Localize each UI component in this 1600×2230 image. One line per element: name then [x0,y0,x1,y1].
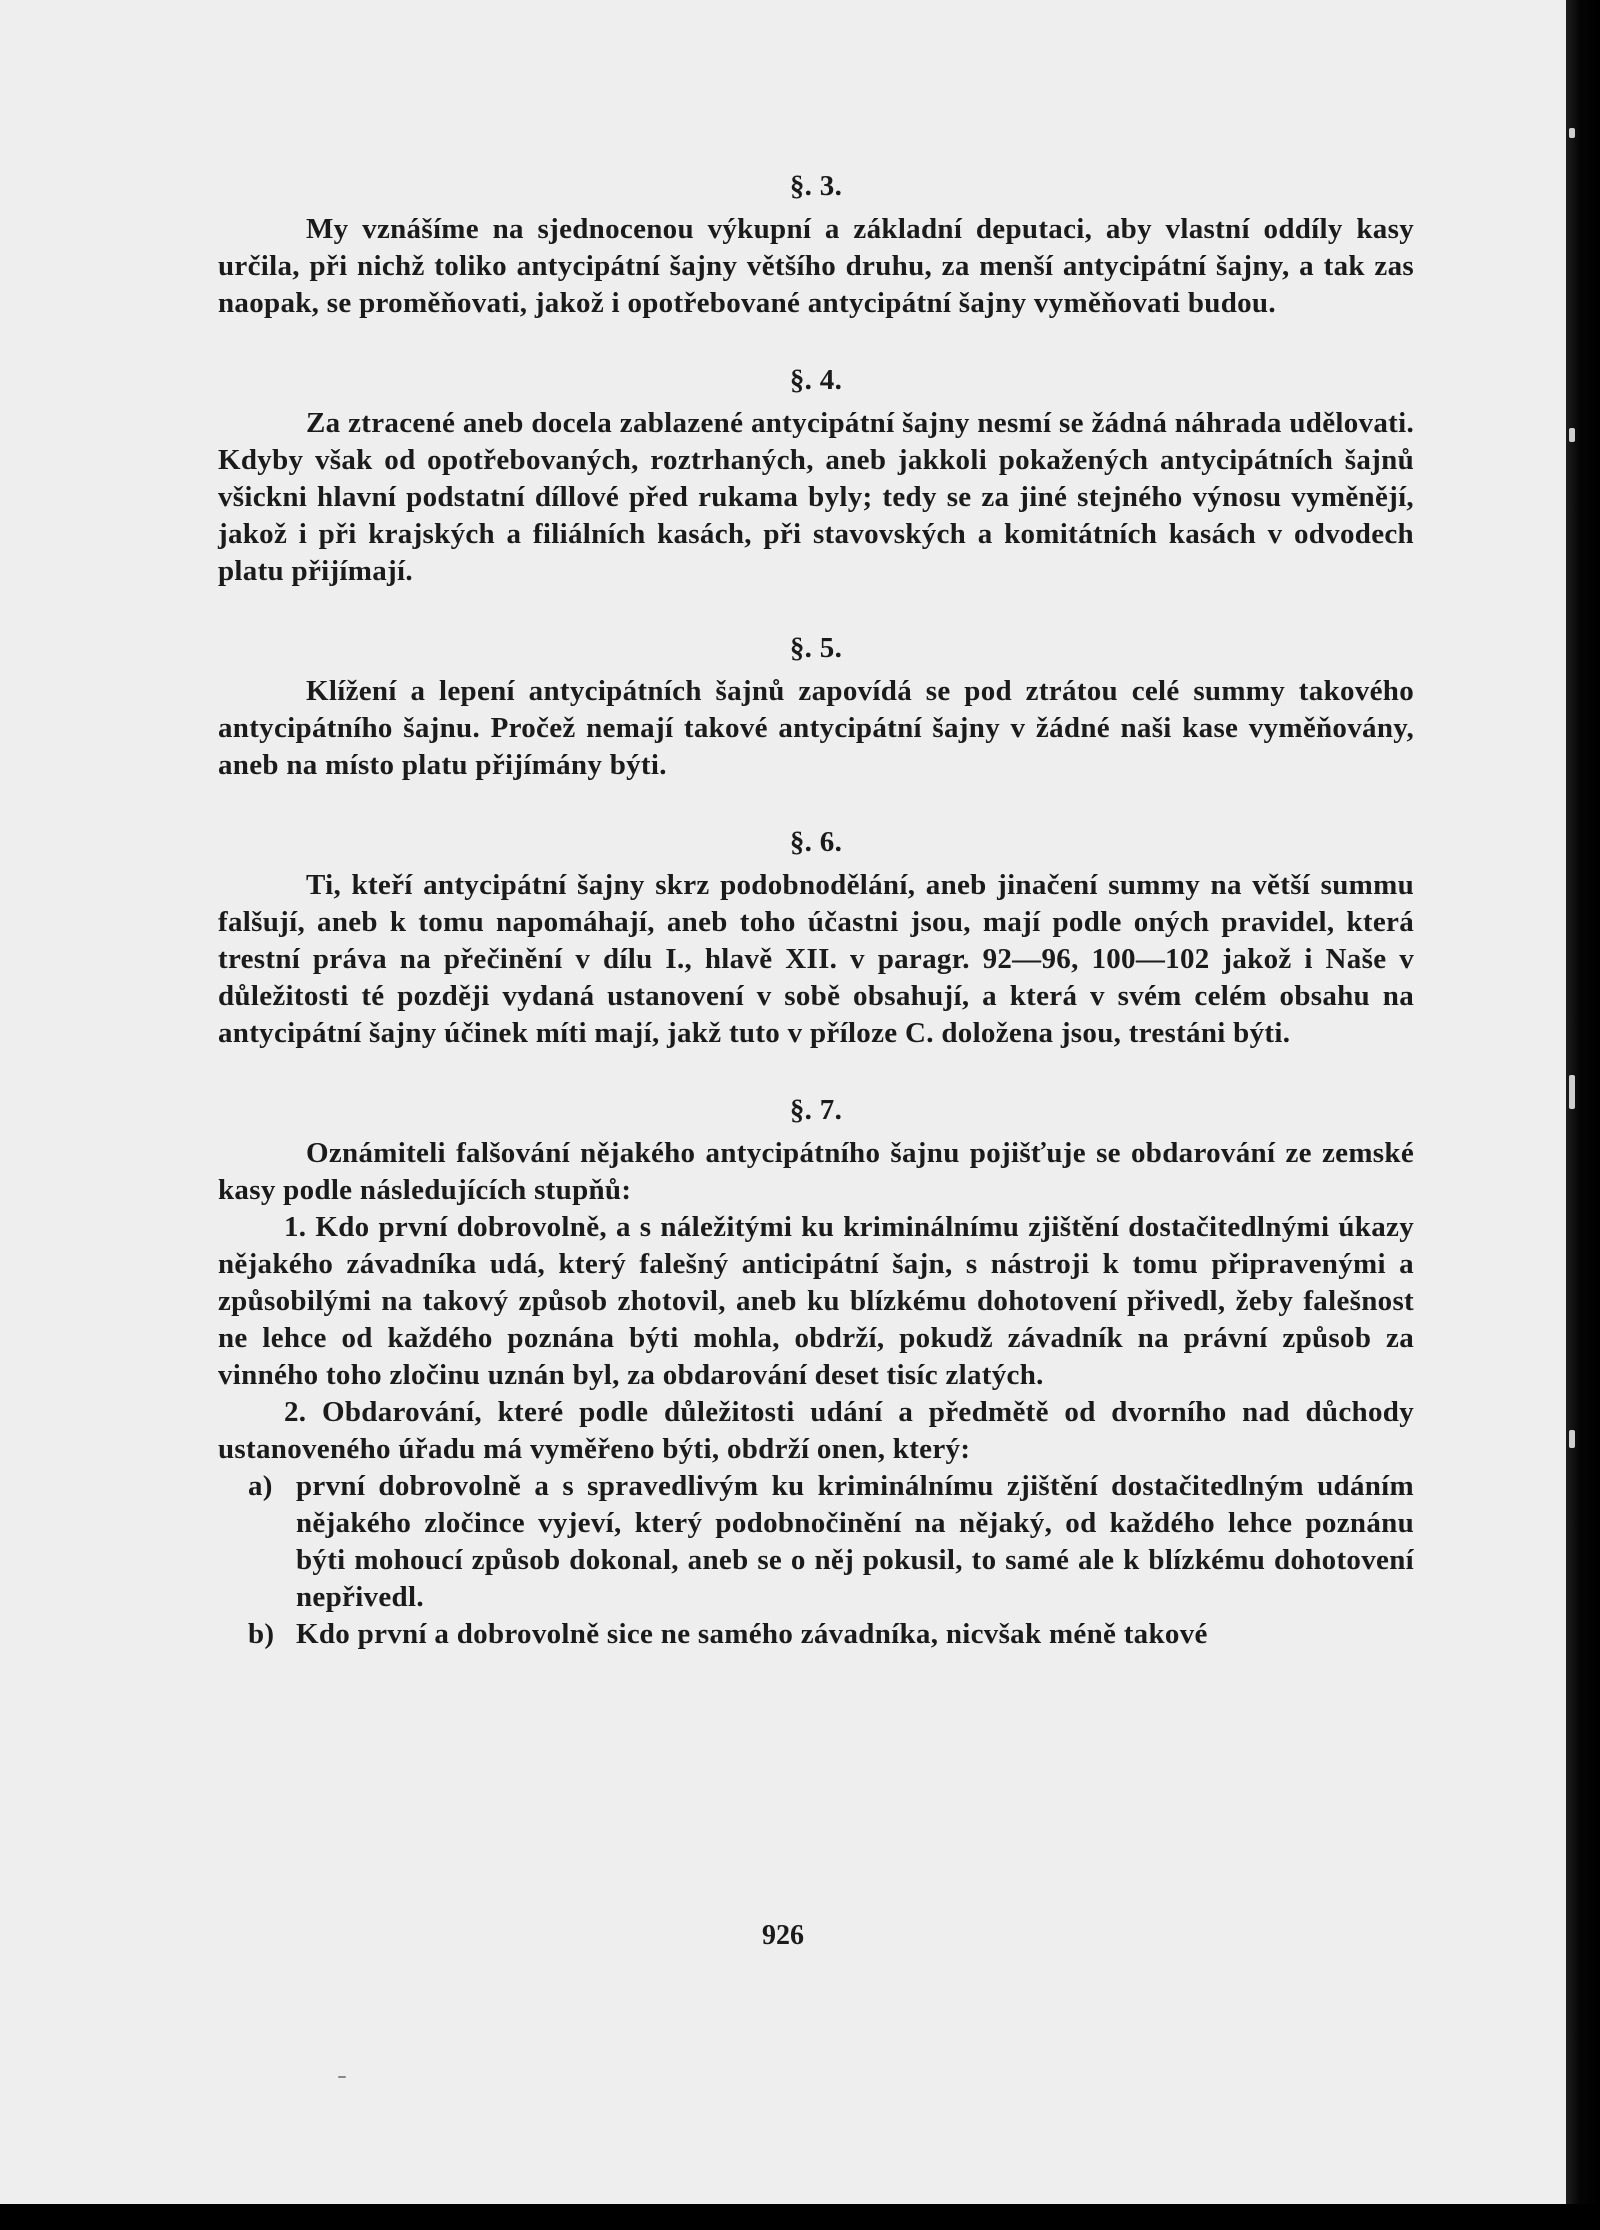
section-7-paragraph: Oznámiteli falšování nějakého antycipátního šajnu pojišťuje se obdarování ze zemské kasy podle následujících stupňů: [218,1137,1414,1206]
section-heading-4: §. 4. [789,364,843,396]
scan-speck [338,2076,346,2078]
section-7-subitem-b [218,1616,1414,1653]
subitem-a-text: první dobrovolně a s spravedlivým ku kriminálnímu zjištění dostačitedlným udáním nějakého zločince vyjeví, který podobnočinění na nějaký, od každého lehce poznánu býti mohoucí způsob dokonal, aneb se o něj pokusil, to samé ale k blízkému dohotovení nepřivedl. [296,1470,1414,1613]
section-6-paragraph: Ti, kteří antycipátní šajny skrz podobnodělání, aneb jinačení summy na větší summu falšují, aneb k tomu napomáhají, aneb toho účastni jsou, mají podle oných pravidel, která trestní práva na přečinění v dílu I., hlavě XII. v paragr. 92—96, 100—102 jakož i Naše v důležitosti té později vydaná ustanovení v sobě obsahují, a která v svém celém obsahu na antycipátní šajny účinek míti mají, jakž tuto v příloze C. doložena jsou, trestáni býti. [218,869,1414,1049]
section-7-item-1: 1. Kdo první dobrovolně, a s náležitými ku kriminálnímu zjištění dostačitedlnými úkazy nějakého závadníka udá, který falešný anticipátní šajn, s nástroji k tomu připravenými a způsobilými na takový způsob zhotovil, aneb ku blízkému dohotovení přivedl, žeby falešnost ne lehce od každého poznána býti mohla, obdrží, pokudž závadník na právní způsob za vinného toho zločinu uznán byl, za obdarování deset tisíc zlatých. [218,1211,1414,1391]
spine-mark [1569,1430,1575,1448]
section-4-paragraph: Za ztracené aneb docela zablazené antycipátní šajny nesmí se žádná náhrada udělovati. Kdyby však od opotřebovaných, roztrhaných, aneb jakkoli pokažených antycipátních šajnů všickni hlavní podstatní díllové před rukama byly; tedy se za jiné stejného výnosu vyměnějí, jakož i při krajských a filiálních kasách, při stavovských a komitátních kasách v odvodech platu přijímají. [218,407,1414,587]
section-heading-5: §. 5. [789,632,843,664]
section-3-paragraph: My vznášíme na sjednocenou výkupní a základní deputaci, aby vlastní oddíly kasy určila, při nichž toliko antycipátní šajny většího druhu, za menší antycipátní šajny, a tak zas naopak, se proměňovati, jakož i opotřebované antycipátní šajny vyměňovati budou. [218,213,1414,319]
section-heading-6: §. 6. [789,826,843,858]
spine-mark [1569,428,1575,442]
subitem-b-label: b) [248,1618,275,1650]
scan-bottom-edge [0,2204,1600,2230]
section-5-paragraph: Klížení a lepení antycipátních šajnů zapovídá se pod ztrátou celé summy takového antycipátního šajnu. Pročež nemají takové antycipátní šajny v žádné naši kase vyměňovány, aneb na místo platu přijímány býti. [218,675,1414,781]
spine-mark [1569,1075,1575,1109]
section-heading-3: §. 3. [789,170,843,202]
page-body [218,168,1414,1653]
section-7-subitem-a [218,1468,1414,1616]
page-number: 926 [762,1920,804,1951]
subitem-b-text: Kdo první a dobrovolně sice ne samého závadníka, nicvšak méně takové [296,1618,1208,1650]
subitem-a-label: a) [248,1470,273,1502]
section-heading-7: §. 7. [789,1094,843,1126]
spine-mark [1569,128,1575,138]
book-spine-shadow [1566,0,1600,2230]
section-7-item-2: 2. Obdarování, které podle důležitosti udání a předmětě od dvorního nad důchody ustanoveného úřadu má vyměřeno býti, obdrží onen, který: [218,1396,1414,1465]
